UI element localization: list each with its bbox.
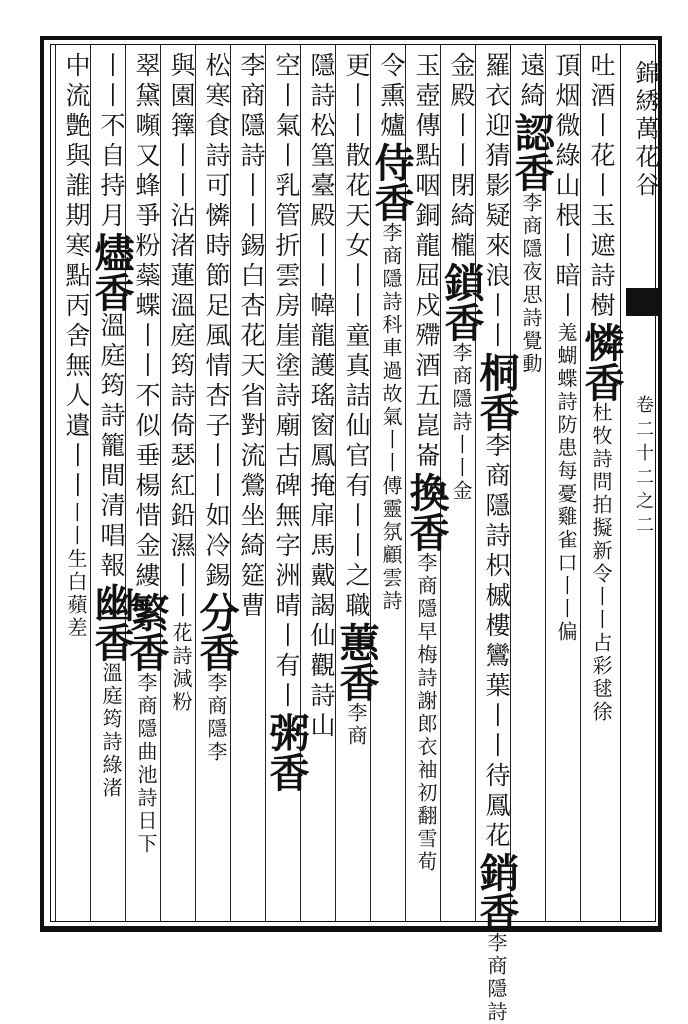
text-column [57, 52, 95, 916]
entry-heading: 桐香 [473, 352, 520, 432]
column-text: 隱詩松篁臺殿丨丨幃龍護瑤窗鳳掩扉馬戴謁仙觀詩山 [307, 52, 336, 742]
column-text: 李商 [344, 702, 368, 748]
column-text: 與園籜丨丨沾渚蓮溫庭筠詩倚瑟紅鉛濕丨丨 [167, 52, 196, 622]
column-text: 溫庭筠詩籠間清唱報 [97, 312, 126, 582]
entry-heading: 粥香 [263, 712, 310, 792]
column-text: 金殿丨丨閉綺櫳 [447, 52, 476, 262]
text-column [232, 52, 270, 916]
column-text: 李商隱早梅詩謝郎衣袖初翻雪荀 [414, 552, 438, 874]
column-text: 屈戍殢酒五崑崙 [412, 262, 441, 472]
entry-heading: 憐香 [578, 322, 625, 402]
text-column [88, 52, 135, 916]
column-text: 更丨丨 [342, 52, 371, 142]
text-column [473, 52, 520, 1024]
column-text: 玉壺傳點咽銅龍 [412, 52, 441, 262]
column-text: 李商隱詩丨丨錫白杏花天省對流鶯坐綺筵曹 [237, 52, 266, 622]
text-column [508, 52, 555, 916]
text-column [263, 52, 310, 916]
column-text: 李商隱詩科車過故氣丨丨傅靈氛顧雲詩 [379, 222, 403, 613]
text-column [193, 52, 240, 916]
column-rule [55, 45, 56, 921]
column-text: 翠黛嚬又蜂爭粉蘂蝶丨丨不似垂楊惜金縷 [132, 52, 161, 592]
column-text: 李商隱詩枳槭樓鸞葉丨丨待鳳花 [482, 432, 511, 852]
text-column [123, 52, 170, 916]
column-text: 吐酒丨花丨玉遮詩樹 [587, 52, 616, 322]
column-text: 松寒食詩可憐時節足風情杏子丨丨如冷錫 [202, 52, 231, 592]
volume-label: 卷二十二之二 [633, 395, 654, 539]
column-text: 令熏爐 [377, 52, 406, 142]
entry-heading: 侍香 [368, 142, 415, 222]
column-text: 遠綺 [517, 52, 546, 112]
column-text: 羗蝴蝶詩防患每憂雞雀口丨丨偏 [554, 322, 578, 644]
column-text: 丨丨不自持月 [97, 52, 126, 232]
column-text: 花詩減粉 [169, 622, 193, 714]
column-text: 丨丨生白蘋差 [64, 502, 88, 640]
column-text: 李商隱李 [204, 672, 228, 764]
entry-heading: 認香 [508, 112, 555, 192]
entry-heading: 分香 [193, 592, 240, 672]
entry-heading: 換香 [403, 472, 450, 552]
column-text: 李商隱夜思詩覺動 [519, 192, 543, 376]
column-text: 頂烟微綠山根丨暗丨 [552, 52, 581, 322]
entry-heading: 鎖香 [438, 262, 485, 342]
bottom-rule [40, 930, 662, 932]
fishtail-mark [626, 288, 662, 316]
column-text: 寒點丙舍無人遺丨丨 [62, 232, 91, 502]
entry-heading: 繁香 [123, 592, 170, 672]
column-text: 散花天女丨丨童真詰仙官有丨丨之職 [342, 142, 371, 622]
text-column [162, 52, 200, 916]
text-column [578, 52, 625, 916]
column-text: 李商隱曲池詩日下 [134, 672, 158, 856]
column-text: 羅衣 [482, 52, 511, 112]
margin-title: 錦綉萬花谷 [631, 60, 659, 200]
entry-heading: 銷香 [473, 852, 520, 932]
column-text: 中流艶與誰期 [62, 52, 91, 232]
text-column [368, 52, 415, 916]
column-text: 空丨氣丨乳管折雲房崖塗詩廟古碑無字洲晴丨有丨 [272, 52, 301, 712]
column-text: 迎猜影疑來浪丨丨 [482, 112, 511, 352]
column-text: 李商隱詩丨丨金 [449, 342, 473, 503]
column-text: 溫庭筠詩綠渚 [99, 662, 123, 800]
entry-heading: 幽香 [88, 582, 135, 662]
text-column [333, 52, 380, 916]
column-text: 杜牧詩問拍擬新令丨丨占彩毬徐 [589, 402, 613, 724]
column-text: 李商隱詩 [484, 932, 508, 1024]
entry-heading: 蕙香 [333, 622, 380, 702]
entry-heading: 燼香 [88, 232, 135, 312]
